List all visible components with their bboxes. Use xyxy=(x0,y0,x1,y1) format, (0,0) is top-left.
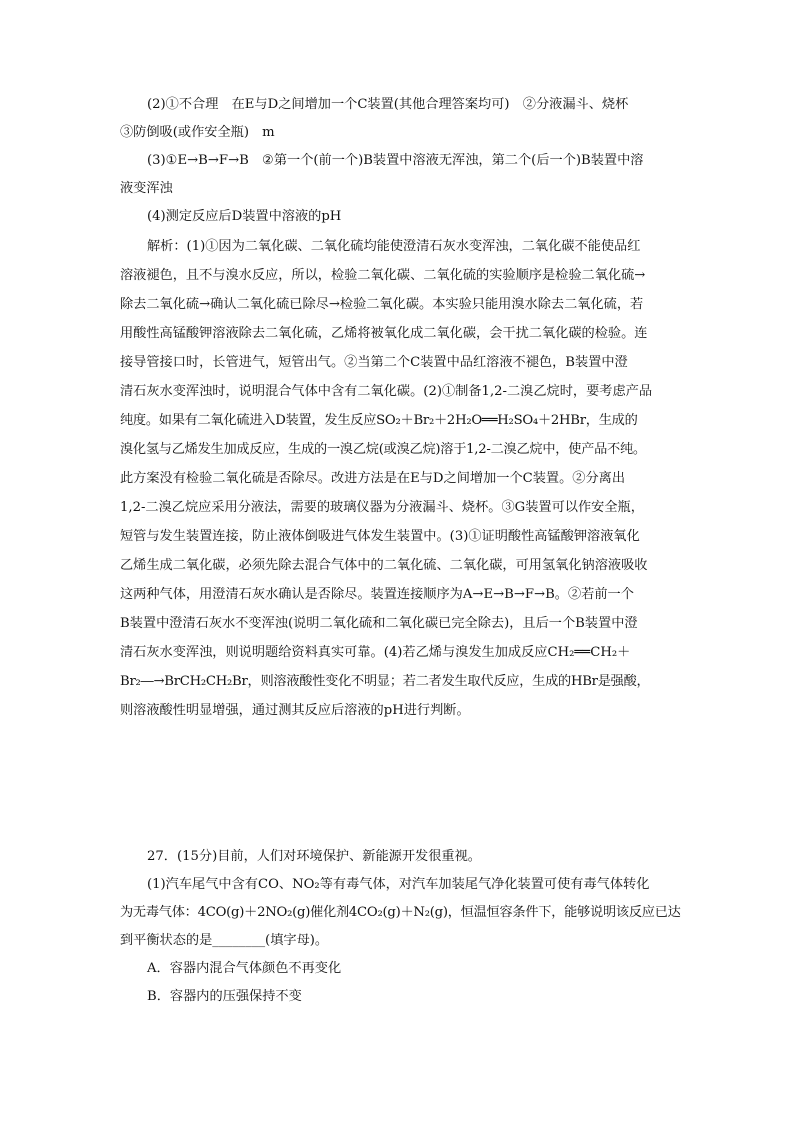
analysis-line: 1,2-二溴乙烷应采用分液法，需要的玻璃仪器为分液漏斗、烧杯。③G装置可以作安全瓶， xyxy=(120,500,644,515)
analysis-line: 溴化氢与乙烯发生加成反应，生成的一溴乙烷(或溴乙烷)溶于1,2-二溴乙烷中，使产品不纯。 xyxy=(120,442,646,457)
analysis-line: 除去二氧化硫→确认二氧化硫已除尽→检验二氧化碳。本实验只能用溴水除去二氧化硫，若 xyxy=(120,297,644,312)
question-27-equation-line: 为无毒气体：4CO(g)＋2NO₂(g)催化剂4CO₂(g)＋N₂(g)，恒温恒容条件下，能够说明该反应已达 xyxy=(120,905,681,920)
analysis-line: 溶液褪色，且不与溴水反应，所以，检验二氧化碳、二氧化硫的实验顺序是检验二氧化硫→ xyxy=(120,268,646,283)
option-b: B．容器内的压强保持不变 xyxy=(147,989,302,1004)
analysis-line: 用酸性高锰酸钾溶液除去二氧化硫，乙烯将被氧化成二氧化碳，会干扰二氧化碳的检验。连 xyxy=(120,326,648,341)
answer-line: (2)①不合理 在E与D之间增加一个C装置(其他合理答案均可) ②分液漏斗、烧杯 xyxy=(147,97,629,112)
answer-line: 液变浑浊 xyxy=(120,181,173,196)
question-27-title: 27．(15分)目前，人们对环境保护、新能源开发很重视。 xyxy=(147,849,481,864)
analysis-line: 短管与发生装置连接，防止液体倒吸进气体发生装置中。(3)①证明酸性高锰酸钾溶液氧化 xyxy=(120,529,640,544)
analysis-line: 则溶液酸性明显增强，通过测其反应后溶液的pH进行判断。 xyxy=(120,703,470,718)
option-a: A．容器内混合气体颜色不再变化 xyxy=(147,961,342,976)
analysis-line: 接导管接口时，长管进气，短管出气。②当第二个C装置中品红溶液不褪色，B装置中澄 xyxy=(120,355,628,370)
analysis-line: 这两种气体，用澄清石灰水确认是否除尽。装置连接顺序为A→E→B→F→B。②若前一个 xyxy=(120,587,634,602)
analysis-line: 清石灰水变浑浊，则说明题给资料真实可靠。(4)若乙烯与溴发生加成反应CH₂══CH₂＋ xyxy=(120,645,631,660)
question-27-line: (1)汽车尾气中含有CO、NO₂等有毒气体，对汽车加装尾气净化装置可使有毒气体转化 xyxy=(147,877,650,892)
analysis-line: 此方案没有检验二氧化硫是否除尽。改进方法是在E与D之间增加一个C装置。②分离出 xyxy=(120,471,626,486)
analysis-line: 纯度。如果有二氧化硫进入D装置，发生反应SO₂＋Br₂＋2H₂O══H₂SO₄＋2HBr，生成的 xyxy=(120,413,638,428)
answer-line: (4)测定反应后D装置中溶液的pH xyxy=(147,209,342,224)
analysis-line: Br₂―→BrCH₂CH₂Br，则溶液酸性变化不明显；若二者发生取代反应，生成的HBr是强酸， xyxy=(120,674,650,689)
analysis-line: B装置中澄清石灰水不变浑浊(说明二氧化硫和二氧化碳已完全除去)，且后一个B装置中澄 xyxy=(120,616,638,631)
analysis-line: 解析：(1)①因为二氧化碳、二氧化硫均能使澄清石灰水变浑浊，二氧化碳不能使品红 xyxy=(147,239,641,254)
answer-line: (3)①E→B→F→B ②第一个(前一个)B装置中溶液无浑浊，第二个(后一个)B装置中溶 xyxy=(147,153,644,168)
analysis-line: 乙烯生成二氧化碳，必须先除去混合气体中的二氧化硫、二氧化碳，可用氢氧化钠溶液吸收 xyxy=(120,558,648,573)
answer-line: ③防倒吸(或作安全瓶) m xyxy=(120,125,275,140)
question-27-line: 到平衡状态的是________(填字母)。 xyxy=(120,933,329,948)
analysis-line: 清石灰水变浑浊时，说明混合气体中含有二氧化碳。(2)①制备1,2-二溴乙烷时，要考虑产品 xyxy=(120,384,653,399)
